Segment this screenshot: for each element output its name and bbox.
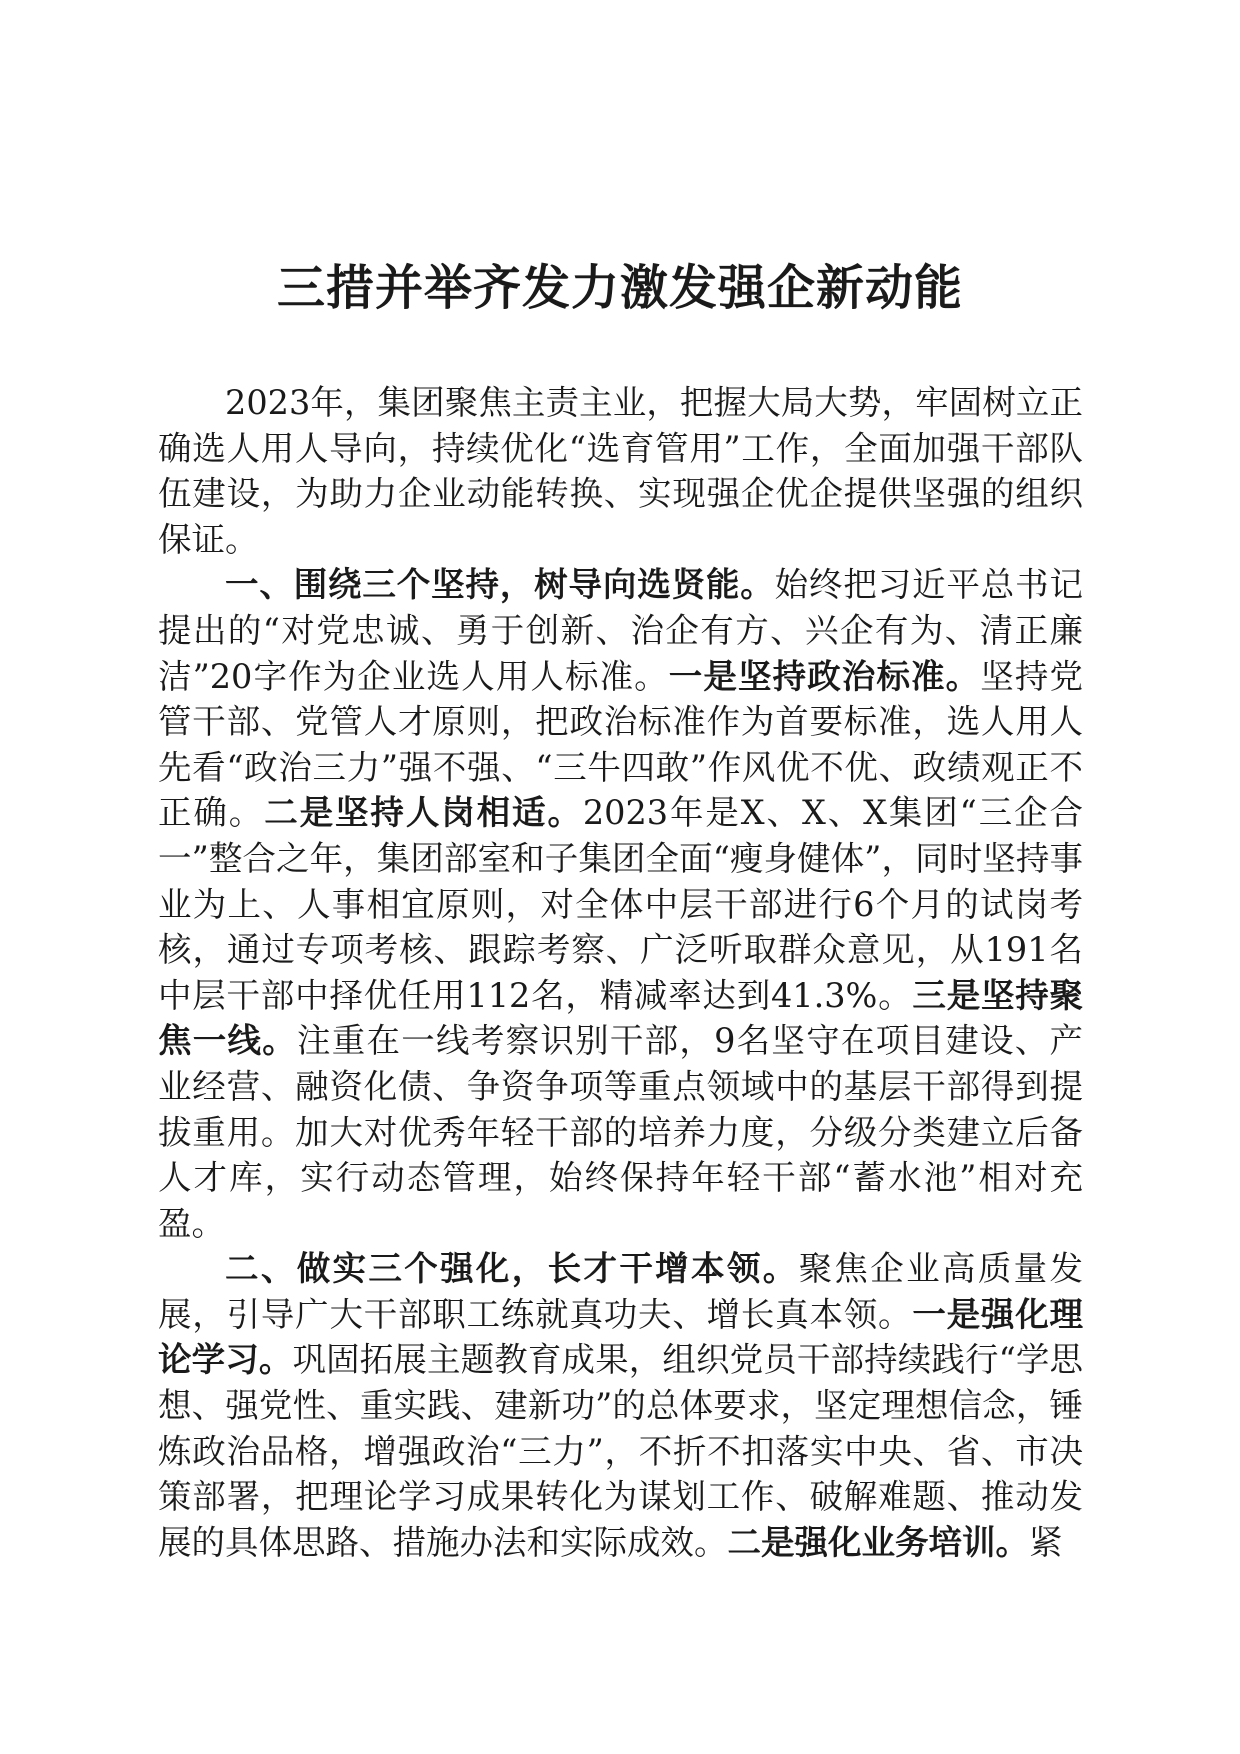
section-1-point-3-text: 注重在一线考察识别干部，9名坚守在项目建设、产业经营、融资化债、争资争项等重点领域中的基层干部得到提拔重用。加大对优秀年轻干部的培养力度，分级分类建立后备人才库，实行动态管理，始终保持年轻干部“蓄水池”相对充盈。: [158, 1021, 1083, 1243]
section-1-point-1-heading: 一是坚持政治标准。: [668, 656, 981, 696]
section-2-point-2-text: 紧: [1029, 1522, 1063, 1562]
document-body: [158, 380, 1083, 1565]
section-2-paragraph: [158, 1246, 1083, 1565]
section-1-paragraph: [158, 562, 1083, 1246]
section-1-point-2-heading: 二是坚持人岗相适。: [264, 793, 583, 833]
section-2-point-2-heading: 二是强化业务培训。: [727, 1522, 1029, 1562]
section-1-point-3-heading: 三是坚持聚焦一线。: [158, 975, 1083, 1061]
section-1-point-2-text: 2023年是X、X、X集团“三企合一”整合之年，集团部室和子集团全面“瘦身健体”，同时坚持事业为上、人事相宜原则，对全体中层干部进行6个月的试岗考核，通过专项考核、跟踪考察、广泛听取群众意见，从191名中层干部中择优任用112名，精减率达到41.3%。: [158, 793, 1084, 1015]
section-2-point-1-text: 巩固拓展主题教育成果，组织党员干部持续践行“学思想、强党性、重实践、建新功”的总体要求，坚定理想信念，锤炼政治品格，增强政治“三力”，不折不扣落实中央、省、市决策部署，把理论学习成果转化为谋划工作、破解难题、推动发展的具体思路、措施办法和实际成效。: [158, 1340, 1083, 1562]
intro-paragraph: 2023年，集团聚焦主责主业，把握大局大势，牢固树立正确选人用人导向，持续优化“选育管用”工作，全面加强干部队伍建设，为助力企业动能转换、实现强企优企提供坚强的组织保证。: [158, 383, 1083, 559]
document-title: 三措并举齐发力激发强企新动能: [276, 260, 963, 316]
section-2-heading: 二、做实三个强化，长才干增本领。: [225, 1249, 799, 1289]
section-2-text: 聚焦企业高质量发展，引导广大干部职工练就真功夫、增长真本领。: [158, 1249, 1084, 1334]
section-2-point-1-heading: 一是强化理论学习。: [158, 1294, 1084, 1380]
section-1-point-1-text: 坚持党管干部、党管人才原则，把政治标准作为首要标准，选人用人先看“政治三力”强不强、“三牛四敢”作风优不优、政绩观正不正确。: [158, 656, 1083, 833]
section-1-heading: 一、围绕三个坚持，树导向选贤能。: [225, 565, 775, 605]
section-1-text: 始终把习近平总书记提出的“对党忠诚、勇于创新、治企有方、兴企有为、清正廉洁”20字作为企业选人用人标准。: [158, 565, 1084, 696]
